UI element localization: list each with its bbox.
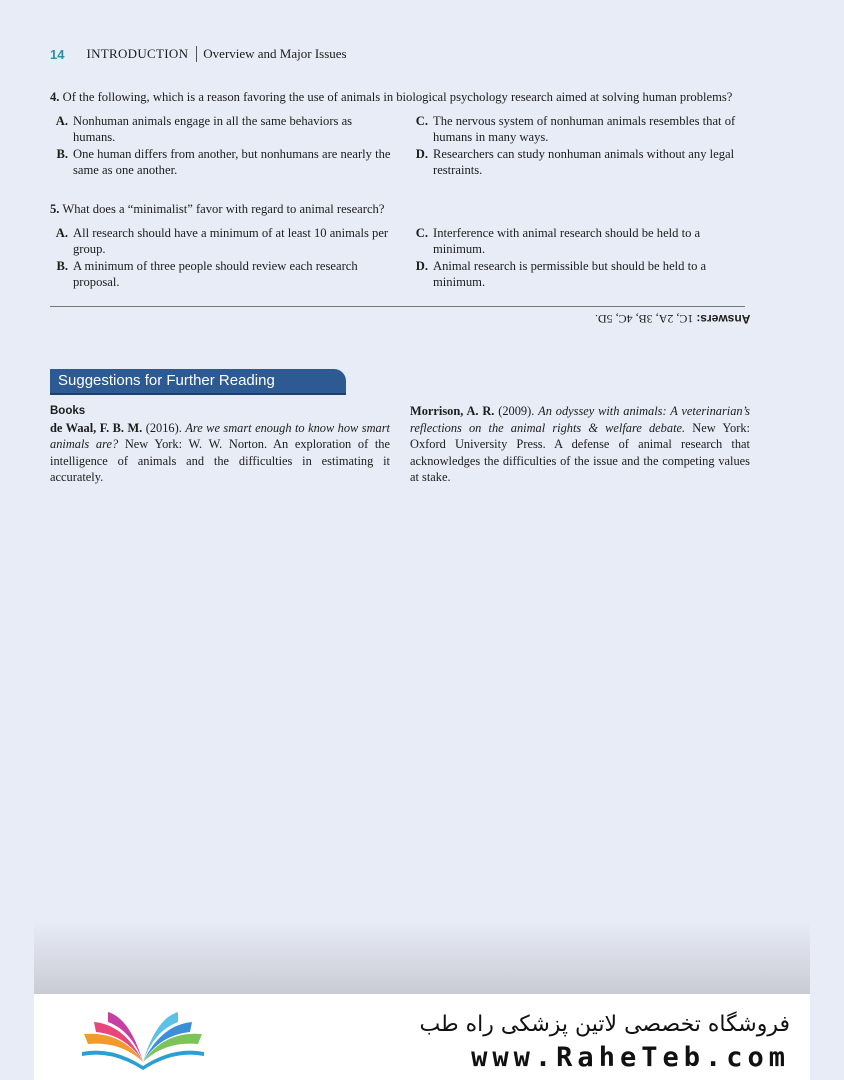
- reference-description: New York: W. W. Norton. An exploration of the intelligence of animals and the difficulties in estimating it accurately.: [50, 437, 391, 484]
- option-letter: B.: [56, 147, 68, 161]
- bottom-fade: [34, 920, 810, 995]
- option-letter: B.: [56, 259, 68, 273]
- reference-year: (2009).: [498, 404, 535, 418]
- option-b: [50, 258, 391, 290]
- store-website: www.RaheTeb.com: [471, 1042, 790, 1073]
- option-text: Animal research is permissible but should be held to a minimum.: [433, 259, 707, 289]
- question-text: What does a “minimalist” favor with regard to animal research?: [62, 202, 385, 216]
- reference-title: An odyssey with animals: A veterinarian’s reflections on the animal rights & welfare debate.: [410, 404, 750, 435]
- option-c: [410, 113, 751, 145]
- subsection-title: Overview and Major Issues: [203, 46, 347, 61]
- option-letter: A.: [55, 114, 68, 128]
- reading-left-column: [50, 403, 390, 486]
- reading-right-column: [410, 403, 750, 486]
- option-a: [50, 113, 391, 145]
- option-text: Interference with animal research should be held to a minimum.: [433, 226, 701, 256]
- question-stem: [50, 201, 750, 217]
- running-header: [50, 46, 347, 62]
- question-5: [50, 201, 750, 289]
- reference-author: de Waal, F. B. M.: [50, 420, 143, 435]
- question-text: Of the following, which is a reason favoring the use of animals in biological psychology research aimed at solving human problems?: [62, 90, 733, 104]
- option-text: The nervous system of nonhuman animals resembles that of humans in many ways.: [433, 114, 736, 144]
- option-text: A minimum of three people should review each research proposal.: [73, 259, 358, 289]
- option-text: Nonhuman animals engage in all the same behaviors as humans.: [73, 114, 353, 144]
- question-stem: [50, 89, 750, 105]
- option-text: All research should have a minimum of at least 10 animals per group.: [73, 226, 389, 256]
- books-subheading: Books: [50, 405, 86, 417]
- option-a: [50, 225, 391, 257]
- section-banner: [50, 369, 346, 393]
- answer-key-values: 1C, 2A, 3B, 4C, 5D.: [595, 312, 694, 326]
- option-text: Researchers can study nonhuman animals without any legal restraints.: [433, 147, 735, 177]
- option-c: [410, 225, 751, 257]
- reference-description: New York: Oxford University Press. A defense of animal research that acknowledges the difficulties of the issue and the competing values at stake.: [410, 420, 750, 484]
- option-b: [50, 146, 391, 178]
- option-letter: C.: [415, 226, 428, 240]
- option-letter: A.: [55, 226, 68, 240]
- option-letter: C.: [415, 114, 428, 128]
- option-letter: D.: [415, 147, 428, 161]
- section-title: INTRODUCTION: [86, 46, 189, 61]
- question-4: [50, 89, 750, 177]
- page-number: 14: [50, 46, 65, 62]
- option-text: One human differs from another, but nonhumans are nearly the same as one another.: [73, 147, 391, 177]
- store-name: فروشگاه تخصصی لاتین پزشکی راه طب: [419, 1012, 790, 1037]
- reference-entry: [410, 403, 750, 486]
- question-number: 5.: [50, 202, 60, 216]
- option-letter: D.: [415, 259, 428, 273]
- reference-title: Are we smart enough to know how smart animals are?: [50, 420, 390, 451]
- answer-key-label: Answers:: [696, 312, 751, 326]
- divider-rule: [50, 306, 745, 307]
- question-number: 4.: [50, 90, 60, 104]
- watermark-footer: [34, 994, 810, 1080]
- open-book-icon: [78, 1010, 208, 1070]
- reference-entry: [50, 420, 390, 486]
- answer-key-upside-down: [595, 311, 750, 326]
- reference-year: (2016).: [145, 420, 182, 435]
- option-d: [410, 258, 751, 290]
- reference-author: Morrison, A. R.: [410, 404, 495, 418]
- section-heading: Suggestions for Further Reading: [58, 372, 275, 389]
- header-divider: [196, 46, 197, 62]
- option-d: [410, 146, 751, 178]
